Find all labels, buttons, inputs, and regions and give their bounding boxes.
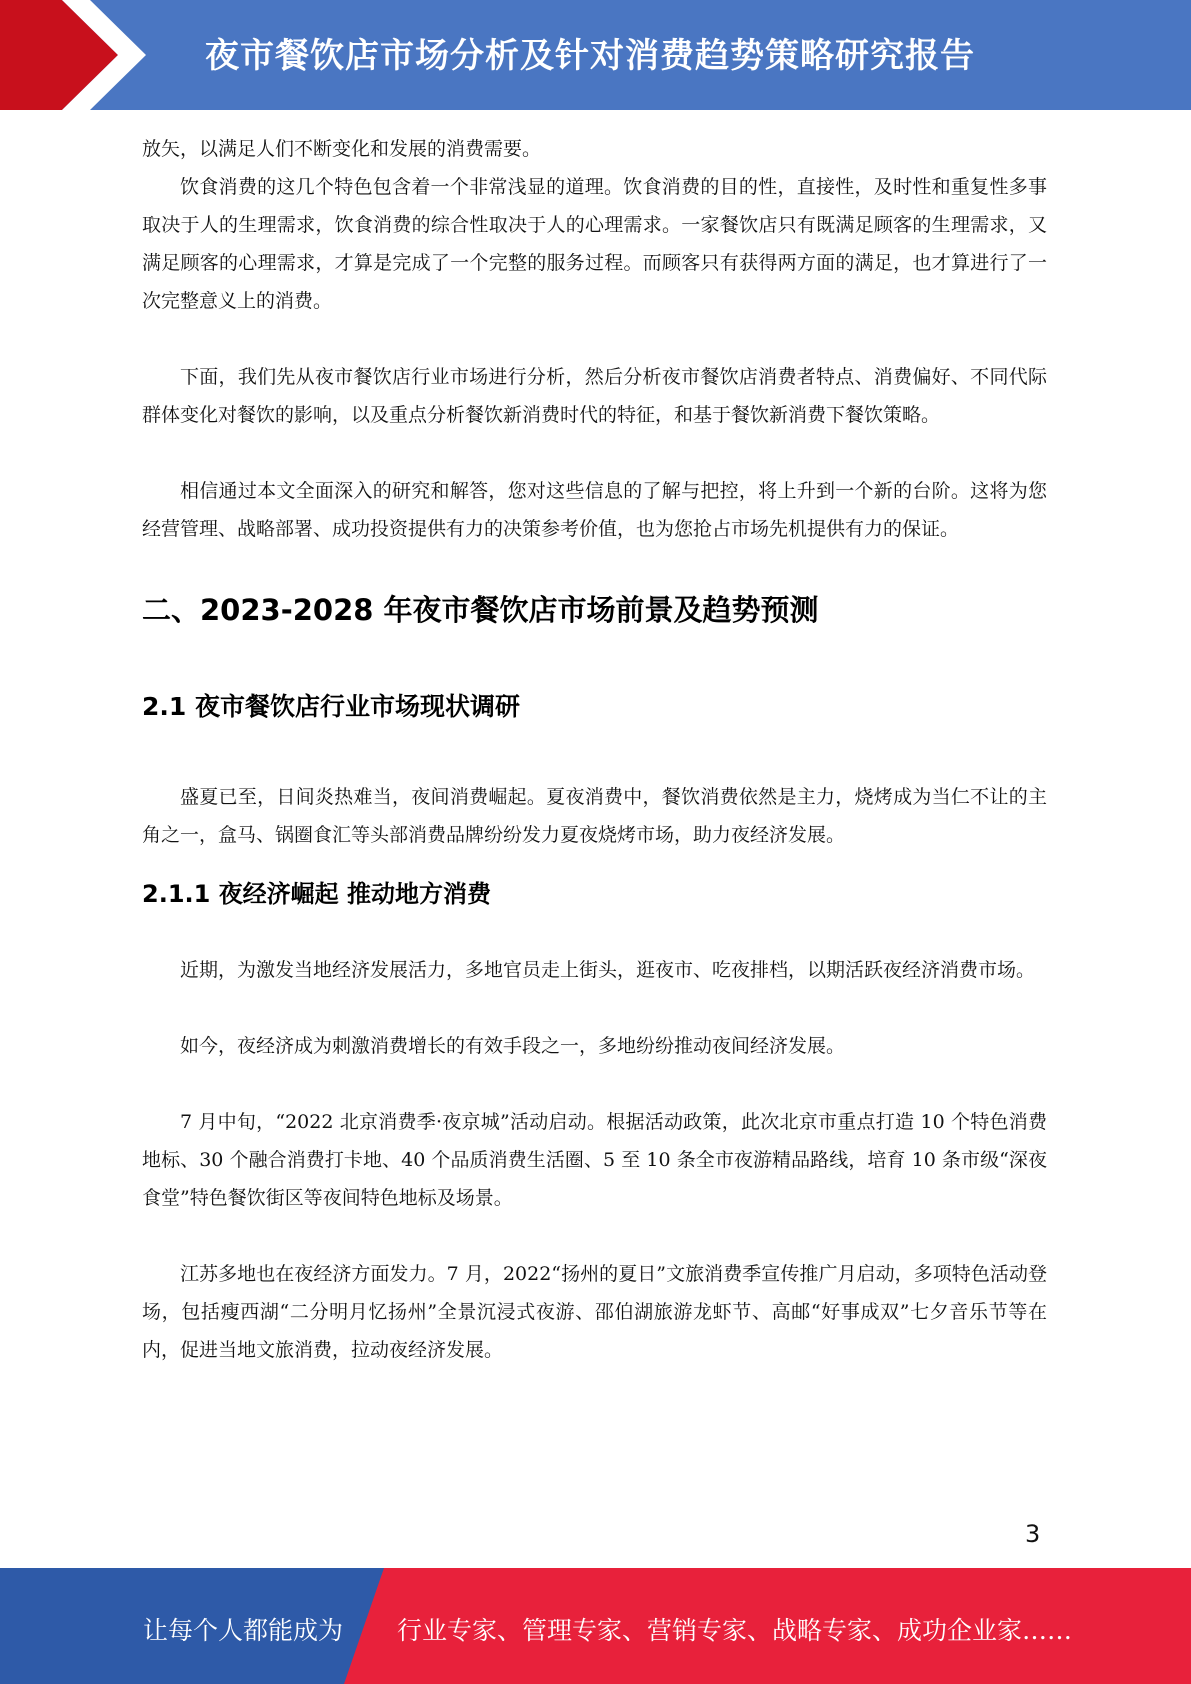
- footer-slogan-left: 让每个人都能成为: [143, 1616, 344, 1645]
- paragraph-5: 盛夏已至，日间炎热难当，夜间消费崛起。夏夜消费中，餐饮消费依然是主力，烧烤成为当仁不让的主角之一，盒马、锅圈食汇等头部消费品牌纷纷发力夏夜烧烤市场，助力夜经济发展。: [142, 786, 1047, 846]
- section-heading: 二、2023-2028 年夜市餐饮店市场前景及趋势预测: [142, 593, 819, 627]
- paragraph-3: 下面，我们先从夜市餐饮店行业市场进行分析，然后分析夜市餐饮店消费者特点、消费偏好、不同代际群体变化对餐饮的影响，以及重点分析餐饮新消费时代的特征，和基于餐饮新消费下餐饮策略。: [142, 366, 1047, 426]
- paragraph-8: 7 月中旬，“2022 北京消费季·夜京城”活动启动。根据活动政策，此次北京市重点打造 10 个特色消费地标、30 个融合消费打卡地、40 个品质消费生活圈、5 至 10 条全市夜游精品路线，培育 10 条市级“深夜食堂”特色餐饮街区等夜间特色地标及场景。: [142, 1111, 1047, 1209]
- paragraph-4: 相信通过本文全面深入的研究和解答，您对这些信息的了解与把控，将上升到一个新的台阶。这将为您经营管理、战略部署、成功投资提供有力的决策参考价值，也为您抢占市场先机提供有力的保证。: [142, 480, 1047, 540]
- footer-slogan-right: 行业专家、管理专家、营销专家、战略专家、成功企业家……: [397, 1616, 1073, 1645]
- page-number: 3: [1025, 1520, 1041, 1548]
- paragraph-7: 如今，夜经济成为刺激消费增长的有效手段之一，多地纷纷推动夜间经济发展。: [180, 1035, 846, 1057]
- paragraph-9: 江苏多地也在夜经济方面发力。7 月，2022“扬州的夏日”文旅消费季宣传推广月启动，多项特色活动登场，包括瘦西湖“二分明月忆扬州”全景沉浸式夜游、邵伯湖旅游龙虾节、高邮“好事成双”七夕音乐节等在内，促进当地文旅消费，拉动夜经济发展。: [142, 1263, 1047, 1361]
- document-body: [142, 130, 1047, 1369]
- paragraph-2: 饮食消费的这几个特色包含着一个非常浅显的道理。饮食消费的目的性，直接性，及时性和重复性多事取决于人的生理需求，饮食消费的综合性取决于人的心理需求。一家餐饮店只有既满足顾客的生理需求，又满足顾客的心理需求，才算是完成了一个完整的服务过程。而顾客只有获得两方面的满足，也才算进行了一次完整意义上的消费。: [142, 176, 1047, 312]
- paragraph-1: 放矢，以满足人们不断变化和发展的消费需要。: [142, 138, 542, 160]
- paragraph-6: 近期，为激发当地经济发展活力，多地官员走上街头，逛夜市、吃夜排档，以期活跃夜经济消费市场。: [180, 959, 1036, 981]
- page-header: [0, 0, 1191, 110]
- subsubsection-heading: 2.1.1 夜经济崛起 推动地方消费: [142, 880, 492, 908]
- subsection-heading: 2.1 夜市餐饮店行业市场现状调研: [142, 692, 520, 721]
- report-title: 夜市餐饮店市场分析及针对消费趋势策略研究报告: [205, 36, 975, 76]
- page-footer: [0, 1568, 1191, 1684]
